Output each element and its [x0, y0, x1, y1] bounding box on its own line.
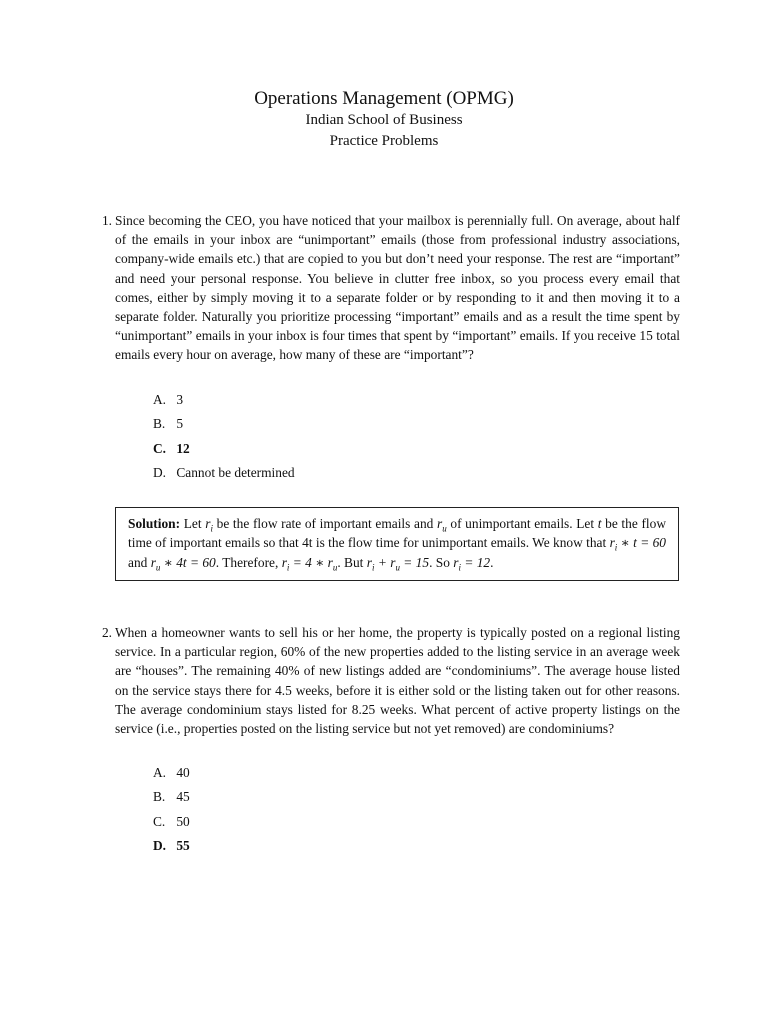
choice-b	[153, 785, 190, 809]
choice-value: 55	[176, 838, 190, 854]
choice-letter: C.	[153, 440, 167, 456]
math-equation	[150, 554, 216, 573]
choice-value: 50	[176, 813, 190, 829]
choice-b	[153, 412, 295, 436]
document-subtitle: Practice Problems	[329, 133, 439, 149]
solution-label: Solution:	[128, 516, 181, 531]
math-symbol: t	[597, 516, 602, 531]
choices-problem-1	[153, 388, 295, 486]
solution-text: of unimportant emails. Let	[446, 516, 598, 531]
choice-d-correct	[153, 834, 190, 858]
choice-value: 45	[176, 789, 190, 805]
solution-text: . So	[429, 554, 454, 570]
solution-box	[115, 507, 679, 581]
math-subscript: u	[155, 562, 161, 573]
math-subscript: i	[210, 523, 213, 534]
choice-letter: C.	[153, 813, 166, 829]
math-var	[437, 516, 447, 534]
choice-value: 3	[176, 392, 184, 407]
choice-a	[153, 388, 295, 412]
math-symbol: = 12	[460, 554, 491, 570]
choice-value: 40	[176, 765, 190, 780]
math-symbol: ∗ t = 60	[617, 535, 666, 551]
choices-problem-2	[153, 761, 190, 859]
choice-d	[153, 461, 295, 485]
math-symbol: = 4 ∗ r	[289, 554, 333, 570]
solution-text: Let	[180, 516, 206, 531]
math-subscript: u	[442, 523, 447, 534]
solution-text: be the flow time of important emails so that 4t is the flow time for unimportant emails. We know that	[128, 516, 666, 551]
math-symbol: r	[453, 554, 459, 570]
math-var	[205, 516, 213, 534]
math-symbol: r	[609, 535, 615, 551]
solution-text: . But	[337, 554, 367, 570]
choice-c-correct	[153, 437, 295, 461]
solution-text: and	[128, 554, 151, 570]
choice-value: 5	[176, 416, 184, 432]
math-equation	[609, 535, 666, 554]
math-equation	[453, 554, 491, 573]
math-symbol: = 15	[399, 554, 430, 570]
math-subscript: i	[286, 562, 290, 573]
math-subscript: u	[332, 562, 338, 573]
math-subscript: u	[395, 562, 400, 573]
problem-number: 1.	[101, 213, 112, 228]
choice-letter: A.	[153, 765, 167, 780]
problem-2	[92, 623, 680, 738]
math-symbol: r	[366, 554, 372, 570]
problem-text: When a homeowner wants to sell his or her home, the property is typically posted on a regional listing service. In a particular region, 60% of the new properties added to the listing service in an average week are “houses”. The remaining 40% of new listings added are “condominiums”. The average house listed on the service stays there for 4.5 weeks, before it is either sold or the listing taken out for other reasons. The average condominium stays listed for 8.25 weeks. What percent of active property listings on the service (i.e., properties posted on the listing service but not yet removed) are condominiums?	[115, 625, 680, 737]
choice-letter: D.	[153, 465, 167, 481]
problem-1	[92, 211, 680, 365]
math-subscript: i	[614, 543, 618, 554]
problem-text: Since becoming the CEO, you have noticed that your mailbox is perennially full. On average, about half of the emails in your inbox are “unimportant” emails (those from professional industry associations, company-wide emails etc.) that are copied to you but don’t need your response. The rest are “important” and need your personal response. You believe in clutter free inbox, so you process every email that comes, either by simply moving it to a separate folder or by responding to it and then moving it to a separate folder. Naturally you prioritize processing “important” emails and as a result the time spent by “unimportant” emails in your inbox is four times that spent by “important” emails. If you receive 15 total emails every hour on average, how many of these are “important”?	[115, 213, 680, 363]
math-subscript: i	[371, 562, 375, 573]
choice-letter: A.	[153, 392, 167, 407]
math-subscript: i	[458, 562, 461, 573]
math-symbol: r	[205, 516, 211, 531]
solution-text: . Therefore,	[215, 554, 282, 570]
choice-value: 12	[176, 440, 190, 456]
solution-text: .	[490, 554, 494, 570]
math-symbol: + r	[374, 554, 396, 570]
document-title: Operations Management (OPMG)	[254, 88, 514, 109]
math-equation	[281, 554, 338, 573]
choice-letter: B.	[153, 789, 166, 805]
math-symbol: ∗ 4t = 60	[160, 554, 216, 570]
math-symbol: r	[281, 554, 287, 570]
choice-a	[153, 761, 190, 785]
choice-letter: D.	[153, 838, 167, 854]
solution-text: be the flow rate of important emails and	[212, 516, 437, 531]
institution-name: Indian School of Business	[305, 112, 463, 128]
problem-number: 2.	[101, 625, 112, 640]
math-symbol: r	[150, 554, 156, 570]
choice-c	[153, 810, 190, 834]
math-equation	[366, 554, 430, 573]
math-symbol: r	[437, 516, 443, 531]
choice-letter: B.	[153, 416, 166, 432]
choice-value: Cannot be determined	[176, 465, 295, 481]
